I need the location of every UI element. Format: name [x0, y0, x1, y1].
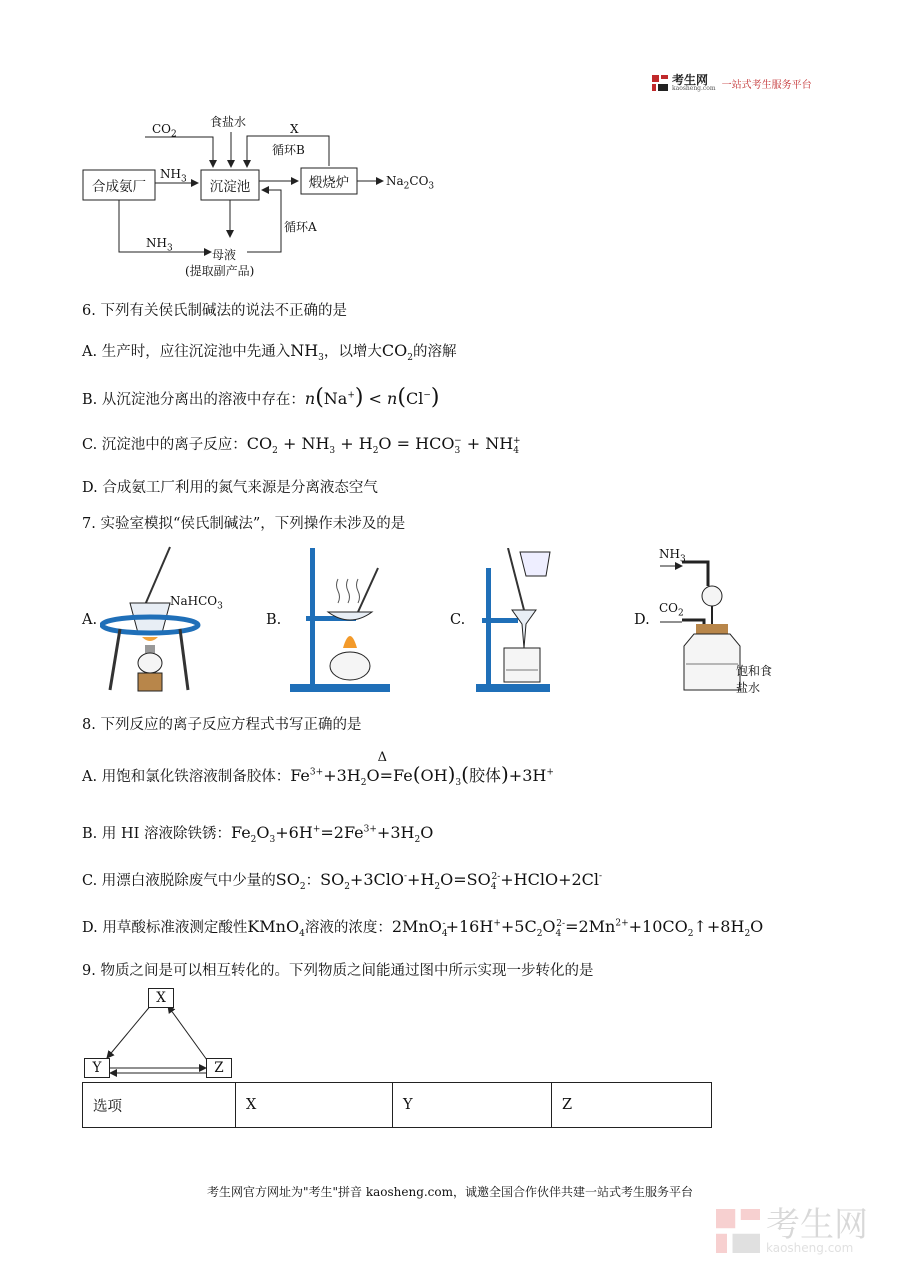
q9-node-x: X: [148, 988, 174, 1008]
kaosheng-logo-icon: [652, 75, 668, 91]
logo-subtext: kaosheng.com: [672, 85, 716, 92]
q6-stem: 6. 下列有关侯氏制碱法的说法不正确的是: [82, 303, 347, 319]
flow-co2: $CO_2$: [152, 122, 177, 140]
header-tagline: 一站式考生服务平台: [721, 79, 812, 91]
apparatus-c-filtration: [474, 548, 564, 694]
q6-option-d: D. 合成氨工厂利用的氮气来源是分离液态空气: [82, 480, 378, 496]
header-logo: [652, 74, 812, 92]
table-header-row: [83, 1083, 712, 1128]
nahco3-label: NaHCO$_3$: [170, 594, 223, 612]
q8-option-c: C. 用漂白液脱除废气中少量的$SO_2$：$SO_2+3ClO^-+H_2O=SO_4^{2-}+HClO+2Cl^-$: [82, 870, 603, 893]
q7-label-a: A.: [82, 612, 98, 628]
q9-node-z: Z: [206, 1058, 232, 1078]
flow-nh3-top: $NH_3$: [160, 167, 187, 185]
flow-x: X: [290, 122, 299, 136]
flow-ammonia-plant: 合成氨厂: [92, 179, 146, 195]
flow-brine: 食盐水: [210, 115, 247, 129]
q7-brine-2: 盐水: [736, 681, 761, 695]
q7-label-b: B.: [266, 612, 282, 628]
q8-option-a: A. 用饱和氯化铁溶液制备胶体：$Fe^{3+}+3H_2O=$ Δ $Fe(OH)_3$(胶体)+3H+: [82, 750, 554, 789]
q8-stem: 8. 下列反应的离子反应方程式书写正确的是: [82, 717, 362, 733]
watermark-logo-icon: [716, 1209, 760, 1253]
table-header-x: X: [236, 1083, 393, 1128]
q6-option-a: A. 生产时，应往沉淀池中先通入$NH_3$，以增大$CO_2$的溶解: [82, 341, 457, 364]
table-header-z: Z: [552, 1083, 712, 1128]
q7-brine-1: 饱和食: [736, 664, 773, 678]
flow-cycle-b: 循环B: [272, 143, 305, 157]
q9-stem: 9. 物质之间是可以相互转化的。下列物质之间能通过图中所示实现一步转化的是: [82, 963, 594, 979]
footer-text: 考生网官方网址为"考生"拼音 kaosheng.com，诚邀全国合作伙伴共建一站式考生服务平台: [206, 1185, 694, 1199]
q7-label-d: D.: [634, 612, 650, 628]
apparatus-a-crucible: [100, 545, 210, 695]
flow-tank: 沉淀池: [209, 179, 251, 195]
q7-nh3-label: $NH_3$: [659, 547, 686, 565]
q7-co2-label: $CO_2$: [659, 601, 684, 619]
flow-mother-liquor: 母液: [212, 248, 237, 262]
q7-label-c: C.: [450, 612, 466, 628]
table-header-y: Y: [393, 1083, 552, 1128]
q9-node-y: Y: [84, 1058, 110, 1078]
watermark-subtext: kaosheng.com: [766, 1241, 854, 1255]
flow-byproduct: (提取副产品): [185, 264, 255, 278]
flow-furnace: 煅烧炉: [308, 175, 350, 191]
logo-text: 考生网: [672, 73, 709, 87]
flow-na2co3: $Na_2CO_3$: [386, 174, 435, 192]
flow-cycle-a: 循环A: [284, 220, 317, 234]
q6-option-c: C. 沉淀池中的离子反应：$CO_2 + NH_3 + H_2O = HCO_3^- + NH_4^+$: [82, 434, 521, 457]
q8-option-b: B. 用 HI 溶液除铁锈：$Fe_2O_3+6H^+=2Fe^{3+}+3H_2O$: [82, 823, 434, 846]
q9-options-table: [82, 1082, 712, 1128]
watermark-text: 考生网: [766, 1205, 868, 1245]
apparatus-b-evaporation: [288, 548, 398, 694]
q8-option-d: D. 用草酸标准液测定酸性KMnO$_4$溶液的浓度：$2MnO_4^-+16H^++5C_2O_4^{2-}=2Mn^{2+}+10CO_2↑+8H_2O$: [82, 917, 764, 940]
q7-stem: 7. 实验室模拟“侯氏制碱法”，下列操作未涉及的是: [82, 516, 406, 532]
q6-option-b: B. 从沉淀池分离出的溶液中存在：n(Na+) < n(Cl−): [82, 385, 440, 410]
watermark: [716, 1205, 868, 1255]
table-header-option: 选项: [83, 1083, 236, 1128]
flow-nh3-bottom: $NH_3$: [146, 236, 173, 254]
